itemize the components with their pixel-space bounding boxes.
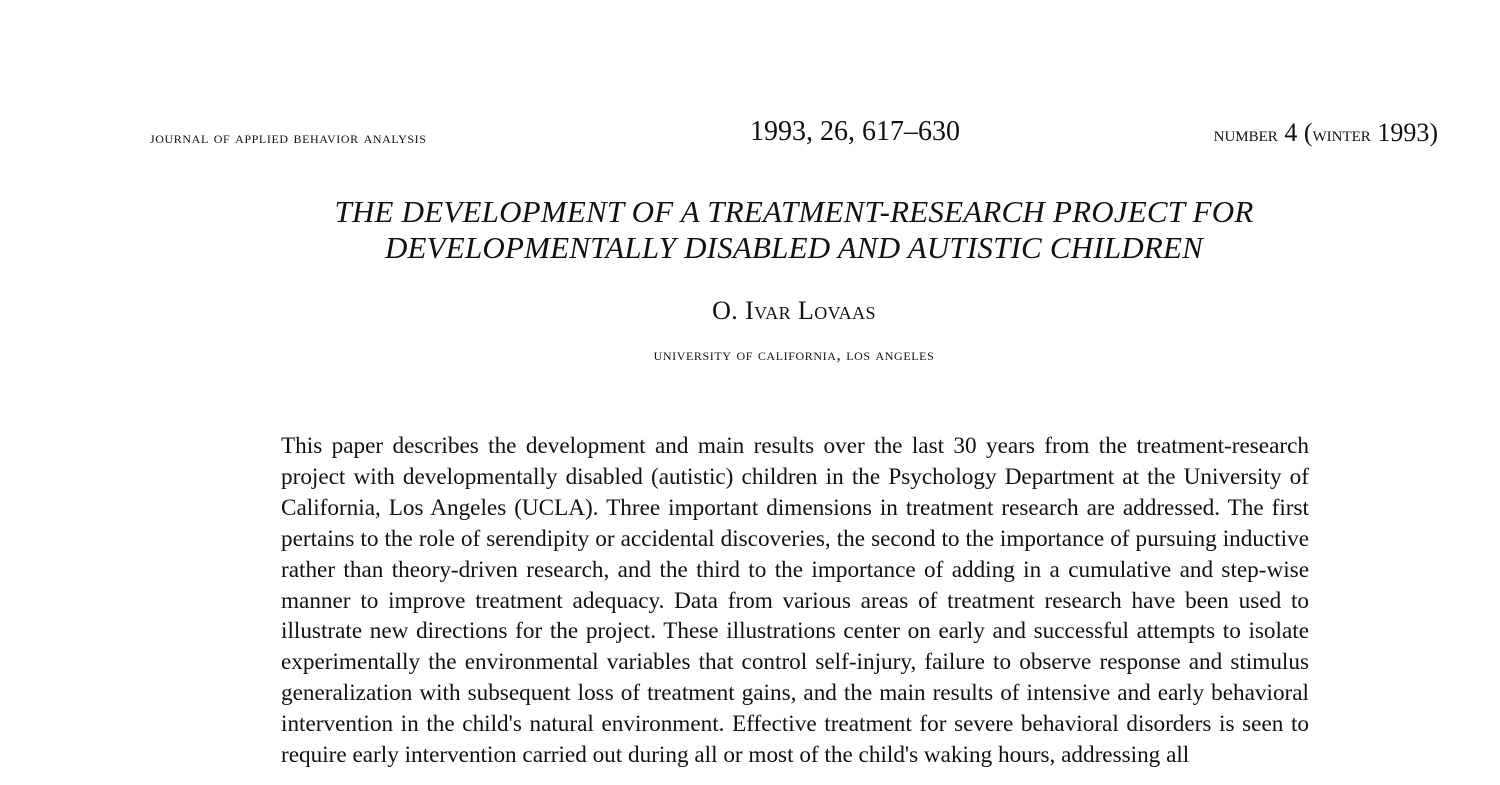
running-head <box>150 116 1438 152</box>
journal-name: journal of applied behavior analysis <box>150 128 427 147</box>
article-title <box>150 194 1438 266</box>
author-affiliation: university of california, los angeles <box>653 345 935 364</box>
issue-number: 4 <box>1284 118 1298 147</box>
issue-info <box>1214 118 1438 148</box>
citation: 1993, 26, 617–630 <box>750 116 960 147</box>
title-line-2: DEVELOPMENTALLY DISABLED AND AUTISTIC CHILDREN <box>384 230 1204 265</box>
issue-year: 1993) <box>1370 118 1438 147</box>
author-name: O. Ivar Lovaas <box>712 296 876 325</box>
issue-season: winter <box>1312 121 1371 146</box>
abstract-text: This paper describes the development and main results over the last 30 years from the treatment-research project with developmentally disabled (autistic) children in the Psychology Department at the University of California, Los Angeles (UCLA). Three important dimensions in treatment research are addressed. The first pertains to the role of serendipity or accidental discoveries, the second to the importance of pursuing inductive rather than theory-driven research, and the third to the importance of adding in a cumulative and step-wise manner to improve treatment adequacy. Data from various areas of treatment research have been used to illustrate new directions for the project. These illustrations center on early and successful attempts to isolate experimentally the environmental variables that control self-injury, failure to observe response and stimulus generalization with subsequent loss of treatment gains, and the main results of intensive and early behavioral intervention in the child's natural environment. Effective treatment for severe behavioral disorders is seen to require early intervention carried out during all or most of the child's waking hours, addressing all <box>281 433 1309 769</box>
issue-label: number <box>1213 121 1278 146</box>
title-line-1: THE DEVELOPMENT OF A TREATMENT-RESEARCH PROJECT FOR <box>334 194 1254 229</box>
issue-open-paren: ( <box>1303 118 1313 147</box>
